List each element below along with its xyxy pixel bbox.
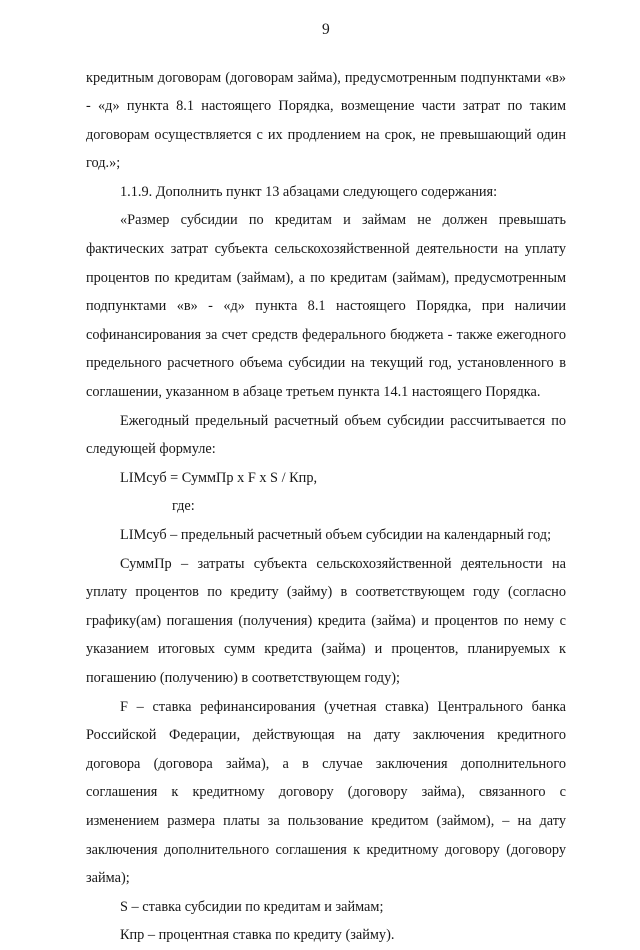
definition-limsub: LIMсуб – предельный расчетный объем субсидии на календарный год; bbox=[120, 527, 552, 543]
definition-s: S – ставка субсидии по кредитам и займам; bbox=[120, 898, 384, 915]
formula-where-label: где: bbox=[172, 498, 195, 515]
document-body bbox=[86, 64, 566, 950]
paragraph-annual-limit-intro: Ежегодный предельный расчетный объем субсидии рассчитывается по следующей формуле: bbox=[86, 412, 566, 458]
paragraph-continuation: кредитным договорам (договорам займа), предусмотренным подпунктами «в» - «д» пункта 8.1 настоящего Порядка, возмещение части затрат по таким договорам осуществляется с их продлением на срок, не превышающий один год.»; bbox=[86, 69, 566, 172]
definition-summpr: СуммПр – затраты субъекта сельскохозяйственной деятельности на уплату процентов по кредиту (займу) в соответствующем году (согласно графику(ам) погашения (получения) кредита (займа) и процентов по нему с указанием итоговых сумм кредита (займа) и процентов, планируемых к погашению (получению) в соответствующем году); bbox=[86, 555, 566, 686]
page-number: 9 bbox=[322, 21, 330, 38]
definition-f: F – ставка рефинансирования (учетная ставка) Центрального банка Российской Федерации, действующая на дату заключения кредитного договора (договора займа), а в случае заключения дополнительного соглашения к кредитному договору (договору займа), связанного с изменением размера платы за пользование кредитом (займом), – на дату заключения дополнительного соглашения к кредитному договору (договору займа); bbox=[86, 698, 566, 887]
paragraph-subsidy-amount: «Размер субсидии по кредитам и займам не должен превышать фактических затрат субъекта сельскохозяйственной деятельности на уплату процентов по кредитам (займам), а по кредитам (займам), предусмотренным подпунктами «в» - «д» пункта 8.1 настоящего Порядка, при наличии софинансирования за счет средств федерального бюджета - также ежегодного предельного расчетного объема субсидии на текущий год, установленного в соглашении, указанном в абзаце третьем пункта 14.1 настоящего Порядка. bbox=[86, 212, 566, 401]
definition-kpr: Кпр – процентная ставка по кредиту (займу). bbox=[120, 927, 395, 944]
paragraph-clause-1-1-9: 1.1.9. Дополнить пункт 13 абзацами следующего содержания: bbox=[120, 183, 498, 200]
formula-limsub: LIMсуб = СуммПр х F х S / Кпр, bbox=[120, 469, 318, 486]
